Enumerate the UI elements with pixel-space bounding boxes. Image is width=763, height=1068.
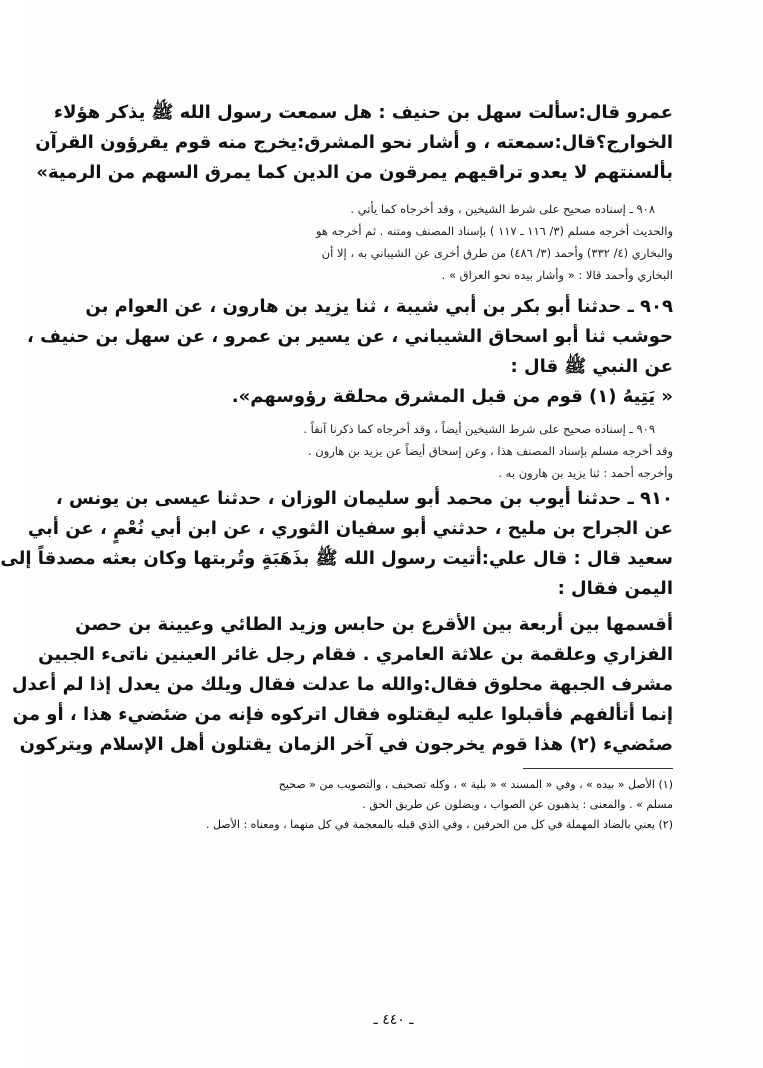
text-line: الخوارج؟قال:سمعته ، و أشار نحو المشرق:يخرج منه قوم يقرؤون القرآن bbox=[35, 132, 673, 153]
note-line: والبخاري (٤/ ٣٣٢) وأحمد (٣/ ٤٨٦) من طرق أخرى عن الشيباني به ، إلا أن bbox=[321, 246, 673, 260]
footnotes bbox=[144, 775, 673, 835]
text-line: أقسمها بين أربعة بين الأقرع بن حابس وزيد الطائي وعيينة بن حصن bbox=[75, 614, 673, 635]
text-line: صئضيء (٢) هذا قوم يخرجون في آخر الزمان يقتلون أهل الإسلام ويتركون bbox=[19, 734, 673, 755]
note-line: البخاري وأحمد قالا : « وأشار بيده نحو العراق » . bbox=[441, 268, 673, 282]
text-line: اليمن فقال : bbox=[557, 578, 673, 599]
note-line: ٩٠٩ ـ إسناده صحيح على شرط الشيخين أيضاً ، وقد أخرجاه كما ذكرنا آنفاً . bbox=[303, 422, 655, 436]
text-line: عن الجراح بن مليح ، حدثني أبو سفيان الثوري ، عن ابن أبي نُعْمٍ ، عن أبي bbox=[27, 518, 673, 539]
footnote-divider bbox=[523, 768, 673, 769]
text-line: بألسنتهم لا يعدو تراقيهم يمرقون من الدين كما يمرق السهم من الرمية» bbox=[36, 162, 673, 183]
note-line: وقد أخرجه مسلم بإسناد المصنف هذا ، وعن إسحاق أيضاً عن يزيد بن هارون . bbox=[307, 444, 673, 458]
note-line: والحديث أخرجه مسلم (٣/ ١١٦ ـ ١١٧ ) بإسناد المصنف ومتنه . ثم أخرجه هو bbox=[315, 224, 673, 238]
text-line: ٩٠٩ ـ حدثنا أبو بكر بن أبي شيبة ، ثنا يزيد بن هارون ، عن العوام بن bbox=[85, 296, 673, 317]
text-line: عمرو قال:سألت سهل بن حنيف : هل سمعت رسول الله ﷺ يذكر هؤلاء bbox=[53, 102, 673, 123]
note-line: ٩٠٨ ـ إسناده صحيح على شرط الشيخين ، وقد أخرجاه كما يأتي . bbox=[350, 202, 655, 216]
hadith-907-tail bbox=[35, 98, 673, 188]
text-line: إنما أتألفهم فأقبلوا عليه ليقتلوه فقال اتركوه فإنه من ضئضيء هذا ، أو من bbox=[12, 704, 673, 725]
text-line: مشرف الجبهة محلوق فقال:والله ما عدلت فقال ويلك من يعدل إذا لم أعدل bbox=[11, 674, 673, 695]
hadith-909 bbox=[27, 292, 673, 412]
text-line: سعيد قال : قال علي:أتيت رسول الله ﷺ بذَهَبَةٍ وتُربتها وكان بعثه مصدقاً إلى bbox=[0, 548, 673, 569]
footnote-line: (١) الأصل « بيده » ، وفي « المسند » « بلية » ، وكله تصحيف ، والتصويب من « صحيح bbox=[278, 778, 673, 791]
text-line: عن النبي ﷺ قال : bbox=[510, 356, 673, 377]
text-line: حوشب ثنا أبو اسحاق الشيباني ، عن يسير بن عمرو ، عن سهل بن حنيف ، bbox=[27, 326, 673, 347]
hadith-910-matn bbox=[11, 610, 673, 760]
note-line: وأخرجه أحمد : ثنا يزيد بن هارون به . bbox=[498, 466, 673, 480]
page-number: ـ ٤٤٠ ـ bbox=[373, 1012, 414, 1028]
page-body bbox=[0, 98, 673, 835]
hadith-910 bbox=[0, 484, 673, 604]
text-line: ٩١٠ ـ حدثنا أيوب بن محمد أبو سليمان الوزان ، حدثنا عيسى بن يونس ، bbox=[55, 488, 673, 509]
text-line: « يَتِيهُ (١) قوم من قبل المشرق محلقة رؤوسهم». bbox=[231, 386, 673, 407]
footnote-line: (٢) يعني بالضاد المهملة في كل من الحرفين ، وفي الذي قبله بالمعجمة في كل منهما ، ومعناه : الأصل . bbox=[205, 818, 673, 831]
commentary-908 bbox=[144, 198, 673, 286]
commentary-909 bbox=[144, 418, 673, 484]
text-line: الفزاري وعلقمة بن علاثة العامري . فقام رجل غائر العينين ناتىء الجبين bbox=[38, 644, 673, 665]
footnote-line: مسلم » . والمعنى : يذهبون عن الصواب ، ويضلون عن طريق الحق . bbox=[362, 798, 673, 811]
